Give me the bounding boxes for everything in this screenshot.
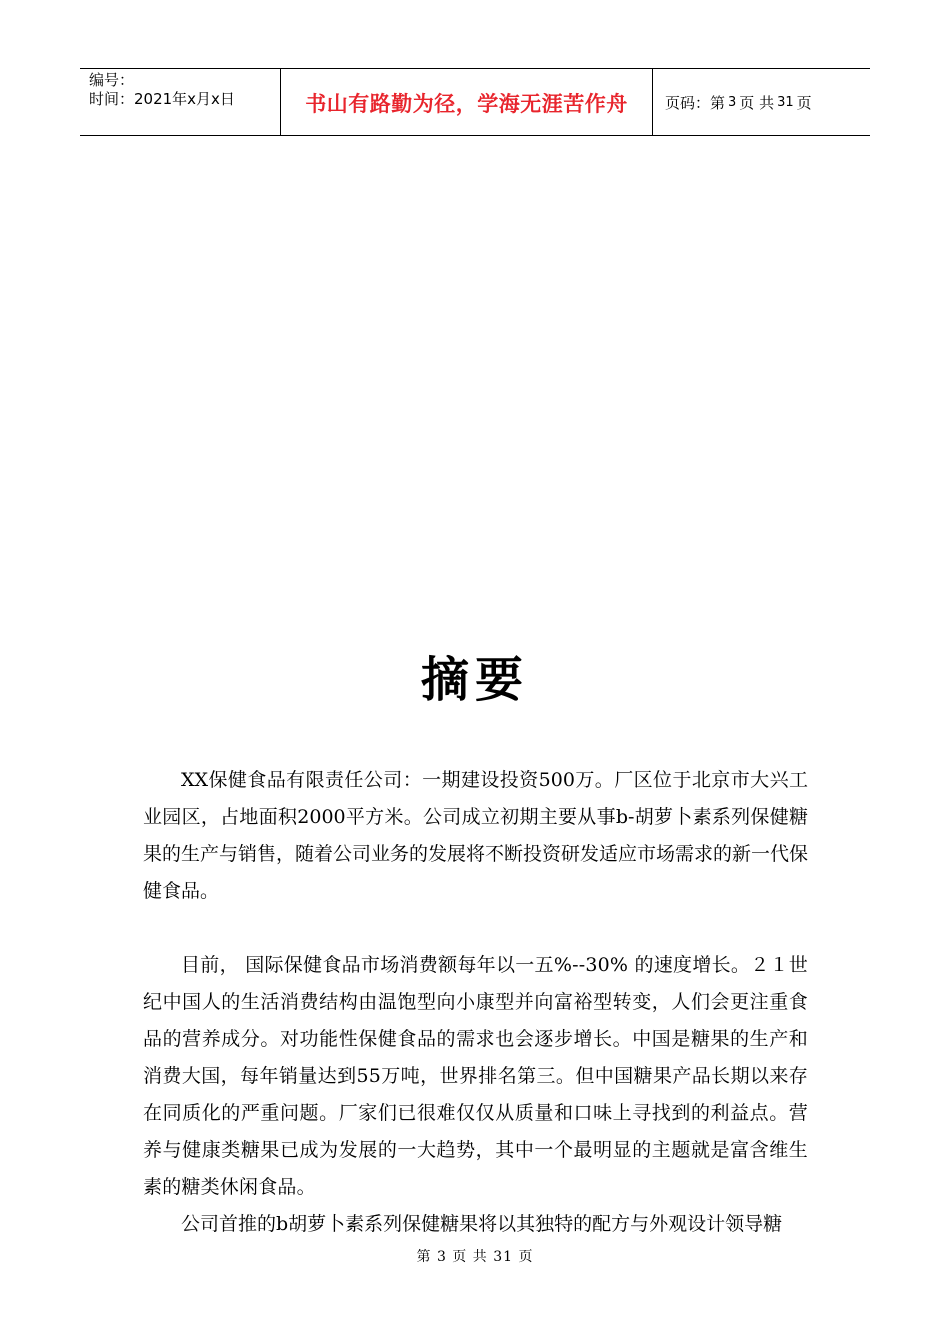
motto-text: 书山有路勤为径，学海无涯苦作舟 (305, 92, 628, 116)
paragraph: 公司首推的b胡萝卜素系列保健糖果将以其独特的配方与外观设计领导糖 (181, 1213, 783, 1235)
page-current: 3 (728, 94, 737, 110)
page-title: 摘要 (420, 652, 529, 708)
number-label: 编号： (89, 71, 135, 89)
abstract-body (143, 762, 808, 1243)
time-label: 时间：2021年x月x日 (89, 90, 235, 108)
paragraph: 目前， 国际保健食品市场消费额每年以一五%--30% 的速度增长。２１世纪中国人的生活消费结构由温饱型向小康型并向富裕型转变，人们会更注重食品的营养成分。对功能性保健食品的需求也会逐步增长。中国是糖果的生产和消费大国，每年销量达到55万吨，世界排名第三。但中国糖果产品长期以来存在同质化的严重问题。厂家们已很难仅仅从质量和口味上寻找到的利益点。营养与健康类糖果已成为发展的一大趋势，其中一个最明显的主题就是富含维生素的糖类休闲食品。 (143, 954, 808, 1198)
header-motto-cell (281, 69, 653, 135)
page-middle: 页 共 (739, 93, 775, 112)
paragraph: XX保健食品有限责任公司：一期建设投资500万。厂区位于北京市大兴工业园区，占地面积2000平方米。公司成立初期主要从事b-胡萝卜素系列保健糖果的生产与销售，随着公司业务的发展将不断投资研发适应市场需求的新一代保健食品。 (143, 769, 809, 902)
page-prefix: 页码：第 (665, 93, 726, 112)
page-total: 31 (777, 94, 794, 110)
header-meta (80, 69, 281, 135)
header-page-info (653, 69, 870, 135)
page-suffix: 页 (796, 93, 812, 112)
paragraph-gap (143, 910, 808, 947)
page-header (80, 68, 870, 136)
page-footer: 第 3 页 共 31 页 (416, 1249, 534, 1265)
